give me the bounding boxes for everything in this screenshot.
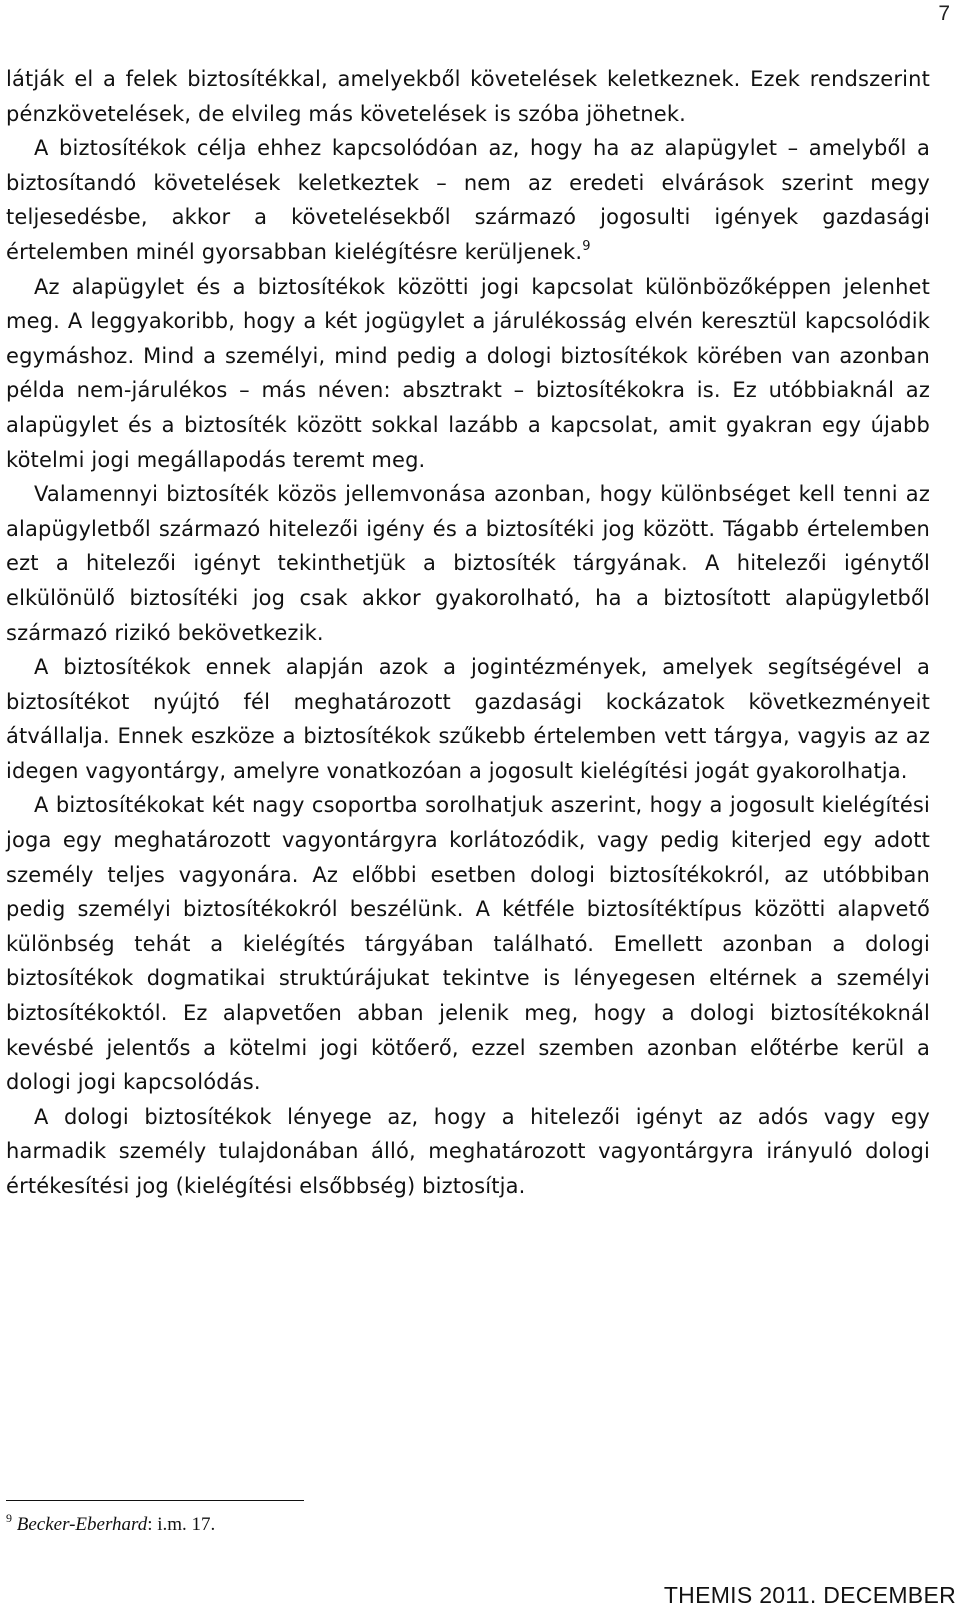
paragraph-4: Valamennyi biztosíték közös jellemvonása azonban, hogy különbséget kell tenni az alapügyletből származó hitelezői igény és a biztosítéki jog között. Tágabb értelemben ezt a hitelezői igényt tekinthetjük a biztosíték tárgyának. A hitelezői igénytől elkülönülő biztosítéki jog csak akkor gyakorolható, ha a biztosított alapügyletből származó rizikó bekövetkezik. [6, 482, 930, 645]
paragraph-6: A biztosítékokat két nagy csoportba sorolhatjuk aszerint, hogy a jogosult kielégítési joga egy meghatározott vagyontárgyra korlátozódik, vagy pedig kiterjed egy adott személy teljes vagyonára. Az előbbi esetben dologi biztosítékokról, az utóbbiban pedig személyi biztosítékokról beszélünk. A kétféle biztosítéktípus közötti alapvető különbség tehát a kielégítés tárgyában található. Emellett azonban a dologi biztosítékok dogmatikai struktúrájukat tekintve is lényegesen eltérnek a személyi biztosítékoktól. Ez alapvetően abban jelenik meg, hogy a dologi biztosítékoknál kevésbé jelentős a kötelmi jogi kötőerő, ezzel szemben azonban előtérbe kerül a dologi jogi kapcsolódás. [6, 793, 930, 1095]
footnote-author: Becker-Eberhard [16, 1514, 148, 1535]
paragraph-3: Az alapügylet és a biztosítékok közötti jogi kapcsolat különbözőképpen jelenhet meg. A leggyakoribb, hogy a két jogügylet a járulékosság elvén keresztül kapcsolódik egymáshoz. Mind a személyi, mind pedig a dologi biztosítékok körében van azonban példa nem-járulékos – más néven: absztrakt – biztosítékokra is. Ez utóbbiaknál az alapügylet és a biztosíték között sokkal lazább a kapcsolat, amit gyakran egy újabb kötelmi jogi megállapodás teremt meg. [6, 274, 930, 472]
footnote-reference-text: : i.m. 17. [147, 1514, 216, 1535]
footnote-reference[interactable]: 9 [582, 238, 591, 254]
footnote [6, 1511, 216, 1536]
paragraph-7: A dologi biztosítékok lényege az, hogy a hitelezői igényt az adós vagy egy harmadik személy tulajdonában álló, meghatározott vagyontárgyra irányuló dologi értékesítési jog (kielégítési elsőbbség) biztosítja. [6, 1104, 930, 1198]
paragraph-2 [6, 131, 930, 269]
paragraph-2-text: A biztosítékok célja ehhez kapcsolódóan az, hogy ha az alapügylet – amelyből a biztosítandó követelések keletkeztek – nem az eredeti elvárások szerint megy teljesedésbe, akkor a követelésekből származó jogosulti igények gazdasági értelemben minél gyorsabban kielégítésre kerüljenek. [6, 136, 930, 264]
paragraph-5: A biztosítékok ennek alapján azok a jogintézmények, amelyek segítségével a biztosítékot nyújtó fél meghatározott gazdasági kockázatok következményeit átvállalja. Ennek eszköze a biztosítékok szűkebb értelemben vett tárgya, vagyis az az idegen vagyontárgy, amelyre vonatkozóan a jogosult kielégítési jogát gyakorolhatja. [6, 655, 930, 783]
main-text [6, 62, 930, 1204]
page-number: 7 [938, 2, 950, 25]
paragraph-1: látják el a felek biztosítékkal, amelyekből követelések keletkeznek. Ezek rendszerint pénzkövetelések, de elvileg más követelések is szóba jöhetnek. [6, 67, 930, 126]
running-footer: THEMIS 2011. DECEMBER [663, 1582, 956, 1608]
footnote-separator [6, 1500, 304, 1501]
footnote-number: 9 [6, 1511, 12, 1525]
